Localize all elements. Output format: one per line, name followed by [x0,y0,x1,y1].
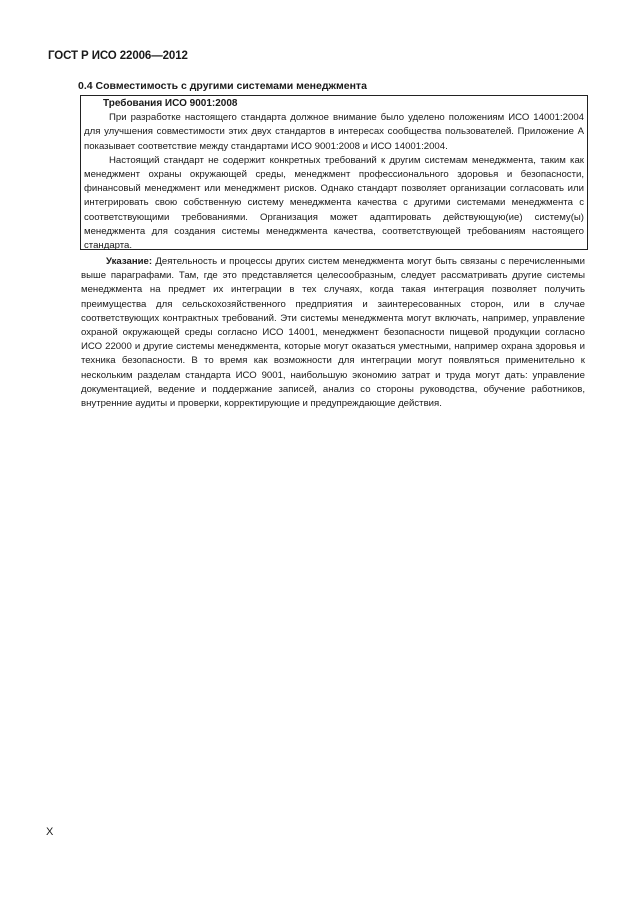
document-header: ГОСТ Р ИСО 22006—2012 [48,50,188,62]
requirements-paragraph-1: При разработке настоящего стандарта должное внимание было уделено положениям ИСО 14001:2004 для улучшения совместимости этих двух стандартов в интересах сообщества пользователей. Приложение А показывает соответствие между стандартами ИСО 9001:2008 и ИСО 14001:2004. [84,112,584,152]
note-paragraph [81,255,585,411]
requirements-box-title: Требования ИСО 9001:2008 [103,98,238,109]
note-text: Деятельность и процессы других систем менеджмента могут быть связаны с перечисленными выше параграфами. Там, где это представляется целесообразным, следует рассматривать другие системы менеджмента на предмет их интеграции в тех случаях, когда такая интеграция позволяет получить преимущества для сельскохозяйственного предприятия и заинтересованных сторон, или в случае соответствующих контрактных требований. Эти системы менеджмента могут включать, например, управление охраной окружающей среды согласно ИСО 14001, менеджмент безопасности пищевой продукции согласно ИСО 22000 и другие системы менеджмента, которые могут оказаться уместными, например охрана здоровья и техника безопасности. В то время как возможности для интеграции могут появляться применительно к нескольким разделам стандарта ИСО 9001, наибольшую экономию затрат и труда могут дать: управление документацией, ведение и поддержание записей, анализ со стороны руководства, обучение работников, внутренние аудиты и проверки, корректирующие и предупреждающие действия. [81,256,585,410]
requirements-paragraph-2: Настоящий стандарт не содержит конкретных требований к другим системам менеджмента, таким как менеджмент охраны окружающей среды, менеджмент профессионального здоровья и безопасности, финансовый менеджмент или менеджмент рисков. Однако стандарт позволяет организации согласовать или интегрировать свою собственную систему менеджмента качества с другими системами менеджмента с соответствующими требованиями. Организация может адаптировать действующую(ие) систему(ы) менеджмента для создания системы менеджмента качества, соответствующей требованиям настоящего стандарта. [84,154,584,252]
note-label: Указание: [106,256,153,267]
page-number: X [46,826,54,838]
section-title: 0.4 Совместимость с другими системами менеджмента [78,80,367,92]
requirements-box [80,95,588,250]
